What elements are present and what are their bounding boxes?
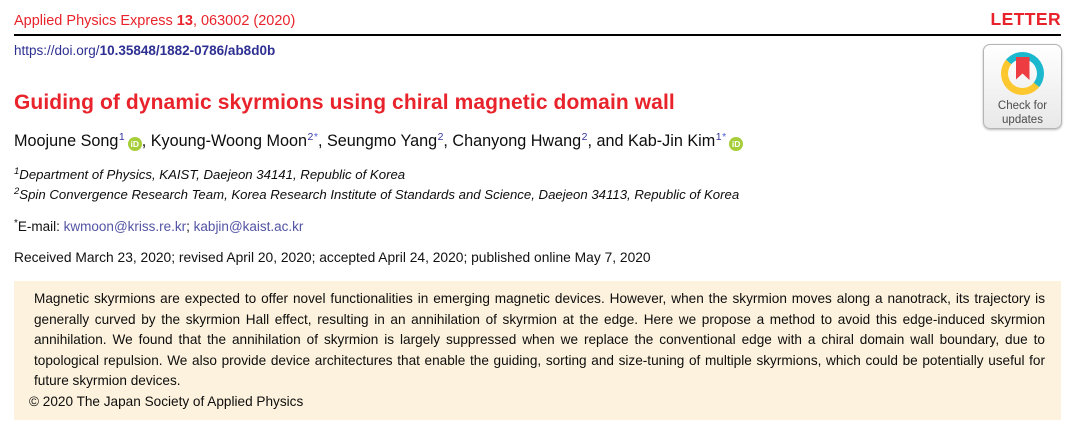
email-link-2[interactable]: kabjin@kaist.ac.kr (193, 219, 304, 234)
author (151, 132, 327, 150)
email-label: E-mail: (17, 219, 64, 234)
publication-dates: Received March 23, 2020; revised April 20, 2020; accepted April 24, 2020; published online May 7, 2020 (14, 250, 651, 265)
journal-citation (14, 13, 295, 29)
copyright-notice: © 2020 The Japan Society of Applied Physics (29, 393, 304, 409)
author (628, 132, 743, 150)
affiliation-1-marker: 1 (14, 166, 20, 177)
doi-link[interactable] (14, 43, 1061, 58)
author-name: Kyoung-Woong Moon (150, 132, 308, 150)
author-name: Moojune Song (14, 132, 119, 150)
abstract-box (14, 281, 1061, 420)
orcid-icon[interactable]: iD (729, 137, 743, 151)
check-for-updates-line2: updates (1002, 113, 1043, 126)
doi-number[interactable]: 10.35848/1882-0786/ab8d0b (99, 43, 276, 58)
affiliation-1-text: Department of Physics, KAIST, Daejeon 34141, Republic of Korea (19, 167, 406, 182)
journal-citation-suffix: , 063002 (2020) (192, 13, 296, 29)
email-link-1[interactable]: kwmoon@kriss.re.kr (63, 219, 187, 234)
article-type-label: LETTER (990, 9, 1061, 29)
orcid-icon[interactable]: iD (128, 137, 142, 151)
corresponding-author-mark: * (313, 131, 318, 143)
author-affiliation-ref: 1 (715, 131, 722, 143)
author-list (14, 132, 1061, 151)
email-separator: ; (186, 219, 194, 234)
author-name: Kab-Jin Kim (627, 132, 716, 150)
affiliation-2 (14, 186, 1061, 206)
crossmark-icon (1001, 52, 1044, 95)
crossmark-bookmark-icon (1016, 57, 1030, 80)
journal-volume: 13 (176, 13, 193, 29)
author-affiliation-ref: 2 (307, 131, 314, 143)
corresponding-mark: * (14, 218, 18, 229)
author-affiliation-ref: 2 (581, 131, 588, 143)
affiliation-2-text: Spin Convergence Research Team, Korea Research Institute of Standards and Science, Daejeon 34113, Republic of Korea (19, 187, 740, 202)
author-separator: , and (587, 132, 628, 150)
author-name: Chanyong Hwang (452, 132, 582, 150)
author-affiliation-ref: 2 (437, 131, 444, 143)
author-separator: , (317, 132, 327, 150)
author (327, 132, 452, 150)
check-for-updates-button[interactable] (983, 44, 1062, 129)
author (14, 132, 151, 150)
author-separator: , (443, 132, 453, 150)
email-line (14, 219, 1061, 234)
doi-url-prefix[interactable]: https://doi.org/ (14, 43, 100, 58)
author-affiliation-ref: 1 (118, 131, 125, 143)
abstract-text: Magnetic skyrmions are expected to offer novel functionalities in emerging magnetic devices. However, when the skyrmion moves along a nanotrack, its trajectory is generally curved by the skyrmion Hall effect, resulting in an annihilation of skyrmion at the edge. Here we propose a method to avoid this edge-induced skyrmion annihilation. We found that the annihilation of skyrmion is largely suppressed when we replace the conventional edge with a chiral domain wall boundary, due to topological repulsion. We also provide device architectures that enable the guiding, sorting and size-tuning of multiple skyrmions, which could be potentially useful for future skyrmion devices. (34, 291, 1045, 389)
check-for-updates-line1: Check for (997, 100, 1048, 112)
header-divider (14, 34, 1061, 36)
page-title: Guiding of dynamic skyrmions using chiral magnetic domain wall (14, 91, 675, 114)
author-separator: , (141, 132, 151, 150)
journal-header (14, 9, 1061, 30)
journal-name: Applied Physics Express (14, 13, 177, 29)
affiliation-list (14, 166, 1061, 206)
author (452, 132, 628, 150)
affiliation-2-marker: 2 (14, 186, 20, 197)
author-name: Seungmo Yang (326, 132, 438, 150)
corresponding-author-mark: * (722, 131, 727, 143)
affiliation-1 (14, 166, 1061, 186)
check-for-updates-label (998, 100, 1047, 127)
